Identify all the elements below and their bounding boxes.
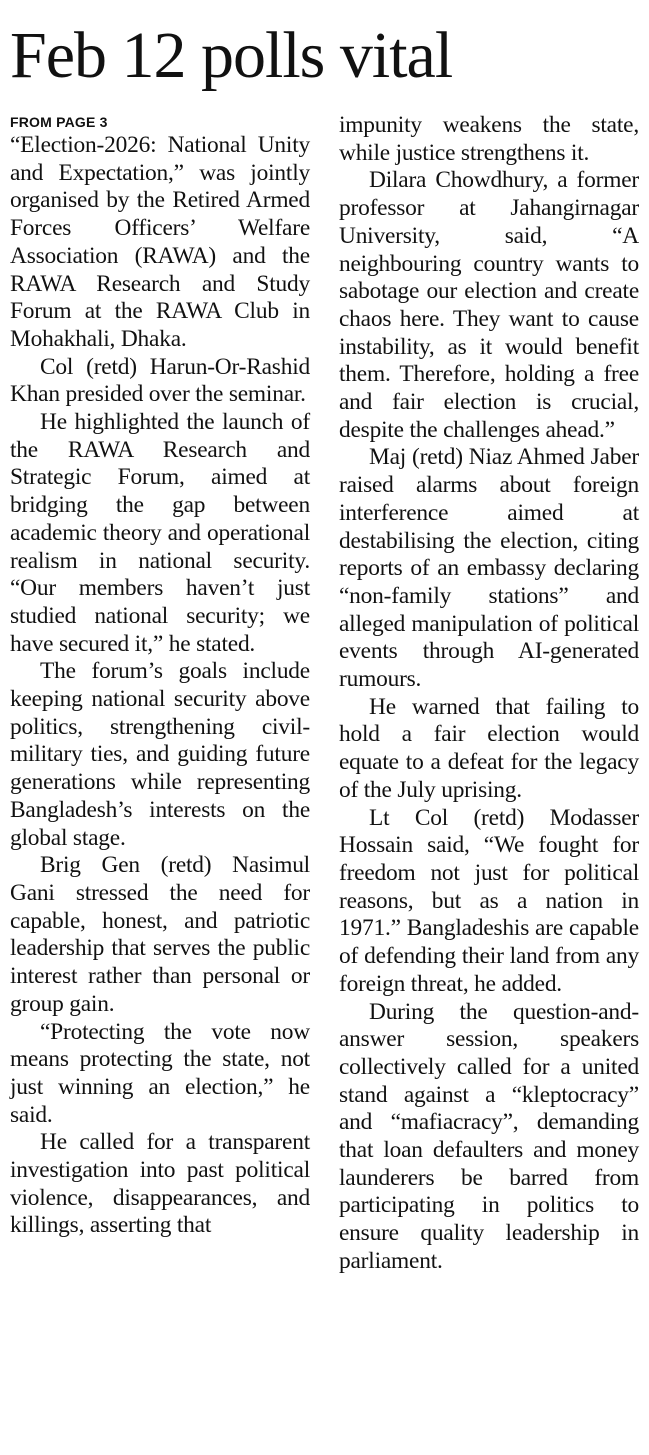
paragraph: impunity weakens the state, while justice strengthens it. <box>339 112 639 166</box>
paragraph: Lt Col (retd) Modasser Hossain said, “We fought for freedom not just for political reasons, but as a nation in 1971.” Bangladeshis are capable of defending their land from any foreign threat, he added. <box>339 804 639 997</box>
continuation-kicker: FROM PAGE 3 <box>10 114 108 130</box>
headline: Feb 12 polls vital <box>10 19 453 92</box>
paragraph: Col (retd) Harun-Or-Rashid Khan presided over the seminar. <box>10 353 310 408</box>
paragraph: He called for a transparent investigation into past political violence, disappearances, and killings, asserting that <box>10 1129 310 1239</box>
paragraph: Dilara Chowdhury, a former professor at Jahangirnagar University, said, “A neighbouring country wants to sabotage our election and create chaos here. They want to cause instability, as it would benefit them. Therefore, holding a free and fair election is crucial, despite the challenges ahead.” <box>339 167 639 443</box>
paragraph: Maj (retd) Niaz Ahmed Jaber raised alarms about foreign interference aimed at destabilising the election, citing reports of an embassy declaring “non-family stations” and alleged manipulation of political events through AI-generated rumours. <box>339 444 639 693</box>
paragraph: He warned that failing to hold a fair election would equate to a defeat for the legacy of the July uprising. <box>339 693 639 803</box>
paragraph: Brig Gen (retd) Nasimul Gani stressed the need for capable, honest, and patriotic leadership that serves the public interest rather than personal or group gain. <box>10 852 310 1017</box>
paragraph: The forum’s goals include keeping national security above politics, strengthening civil-military ties, and guiding future generations while representing Bangladesh’s interests on the global stage. <box>10 658 310 851</box>
paragraph: “Election-2026: National Unity and Expectation,” was jointly organised by the Retired Armed Forces Officers’ Welfare Association (RAWA) and the RAWA Research and Study Forum at the RAWA Club in Mohakhali, Dhaka. <box>10 132 310 352</box>
article-column-right <box>339 112 639 1276</box>
article-column-left <box>10 112 310 1240</box>
paragraph: During the question-and-answer session, speakers collectively called for a united stand against a “kleptocracy” and “mafiacracy”, demanding that loan defaulters and money launderers be barred from participating in politics to ensure quality leadership in parliament. <box>339 998 639 1274</box>
paragraph: He highlighted the launch of the RAWA Research and Strategic Forum, aimed at bridging the gap between academic theory and operational realism in national security. “Our members haven’t just studied national security; we have secured it,” he stated. <box>10 409 310 657</box>
paragraph: “Protecting the vote now means protecting the state, not just winning an election,” he said. <box>10 1018 310 1128</box>
